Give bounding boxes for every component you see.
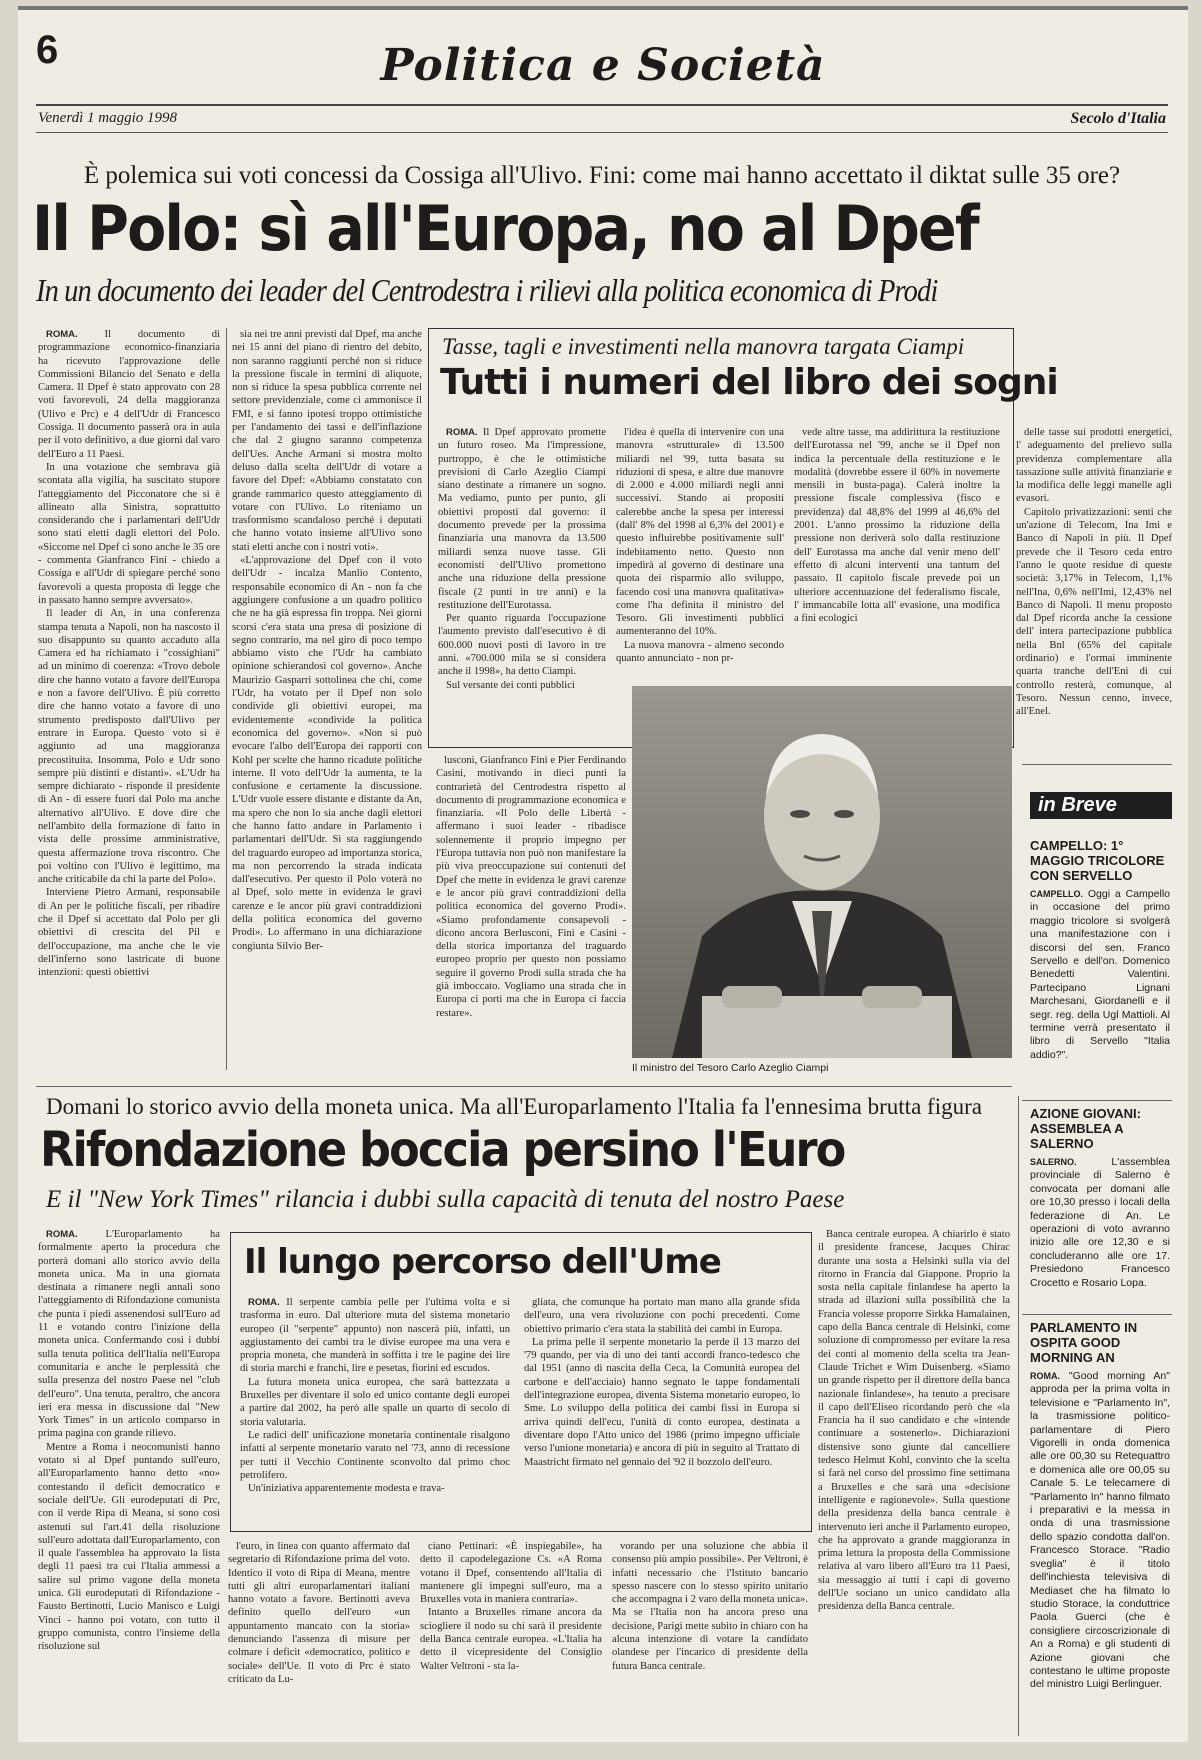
paragraph: sia nei tre anni previsti dal Dpef, ma anche nei 15 anni del piano di rientro del debito, non saranno raggiunti perché non si riduce la pressione fiscale in termini di aliquote, non si riduce la spesa pubblica corrente nel settore previdenziale, come ci ammonisce il FMI, e si fanno ipotesi troppo ottimistiche per l'andamento dei tassi e dell'inflazione che dal 2 giugno saranno competenza dell'Ues. Anche Armani si mostra molto deluso dalla scelta dell'Udr di votare a favore del Dpef: «Abbiamo constatato con grande rammarico questo atteggiamento di votare con l'Ulivo. Lo riteniamo un trasformismo scandaloso perché i deputati che hanno votato insieme all'Ulivo sono stati eletti anche con i nostri voti». bbox=[232, 329, 422, 553]
header-rule-thin bbox=[36, 132, 1168, 133]
brief-body: L'assemblea provinciale di Salerno è convocata per domani alle ore 10,30 presso i locali della federazione di An. Le operazioni di voto avranno inizio alle ore 12,30 e si concluderanno alle ore 17. Presiedono Francesco Crocetto e Rosario Lopa. bbox=[1030, 1156, 1170, 1289]
brief-title: AZIONE GIOVANI: ASSEMBLEA A SALERNO bbox=[1030, 1106, 1141, 1151]
brief-title: CAMPELLO: 1° MAGGIO TRICOLORE CON SERVELLO bbox=[1030, 838, 1165, 883]
paragraph: gliata, che comunque ha portato man mano alla grande sfida dell'euro, una vera rivoluzione con pochi precedenti. Come obiettivo primario c'era stata la stabilità dei cambi in Europa. bbox=[524, 1297, 800, 1335]
brief-body: Oggi a Campello in occasione del primo maggio tricolore si svolgerà una manifestazione con i discorsi del sen. Franco Servello e dell'on. Domenico Benedetti Valentini. Partecipano Lignani Marchesani, Giordanelli e il segr. reg. della Ugl Mattioli. Al termine verrà presentato il libro di Servello "Italia addio?". bbox=[1030, 888, 1170, 1061]
box-kicker: Tasse, tagli e investimenti nella manovra targata Ciampi bbox=[442, 334, 965, 359]
main-article-column-3 bbox=[436, 754, 626, 1070]
brief-divider bbox=[1022, 1100, 1172, 1101]
box-column-3 bbox=[794, 426, 1000, 676]
newspaper-page bbox=[18, 6, 1188, 1742]
brief-body: "Good morning An" approda per la prima volta in televisione e "Parlamento In", la trasmissione politico-parlamentare di Piero Vigorelli in onda domenica alle ore 00,30 su Retequattro e domenica alle ore 00,05 su Canale 5. Le telecamere di "Parlamento In" hanno filmato i preparativi e la messa in onda di una trasmissione dello spazio condotta dall'on. Francesco Storace. "Radio sveglia" è il titolo dell'inchiesta televisiva di Mediaset che ha filmato lo studio Storace, la conduttrice Paola Guerci (che è consigliere circoscrizionale di An a Roma) e gli studenti di Azione giovani che contestano le ultime proposte del ministro Luigi Berlinguer. bbox=[1030, 1370, 1170, 1691]
paragraph: ciano Pettinari: «È inspiegabile», ha detto il capodelegazione Cs. «A Roma votano il Dpef, consentendo all'Italia di mantenere gli impegni sull'euro, ma a Bruxelles vota in maniera contraria». bbox=[420, 1541, 602, 1606]
main-article-column-2 bbox=[232, 328, 422, 1070]
second-article-column-5 bbox=[818, 1228, 1010, 1738]
brief-text bbox=[1030, 1370, 1170, 1730]
brief-text bbox=[1030, 888, 1170, 1084]
second-article-column-2 bbox=[228, 1540, 410, 1738]
header-rule bbox=[36, 104, 1168, 106]
second-kicker: Domani lo storico avvio della moneta unica. Ma all'Europarlamento l'Italia fa l'ennesima brutta figura bbox=[46, 1094, 982, 1119]
paragraph: Mentre a Roma i neocomunisti hanno votato sì al Dpef puntando sull'euro, all'Europarlamento hanno detto «no» contestando il deficit democratico e sociale dell'Ue. Gli eurodeputati di Prc, con il verde Ripa di Meana, si sono così astenuti sul l'art.41 della risoluzione sull'euro adottata dall'Europarlamento, con il quale l'assemblea ha approvato la lista degli 11 paesi tra cui l'Italia ammessi a salire sul primo vagone della moneta unica. Gli eurodeputati di Rifondazione - Fausto Bertinotti, Lucio Manisco e Luigi Vinci - hanno poi votato, con tutto il gruppo comunista, contro l'insieme della risoluzione sul bbox=[38, 1441, 220, 1653]
second-article-column-1 bbox=[38, 1228, 220, 1738]
paragraph: Sul versante dei conti pubblici bbox=[446, 679, 575, 691]
paragraph: Le radici dell' unificazione monetaria continentale risalgono infatti al serpente monetario varato nel '73, anno di recessione per tutti il Vecchio Continente sconvolto dal primo choc petrolifero. bbox=[240, 1429, 510, 1481]
section-title: Politica e Società bbox=[380, 40, 826, 91]
paragraph: La prima pelle il serpente monetario la perde il 13 marzo del '79 quando, per via di uno dei tanti accordi franco-tedesco che dal 1951 (anno di nascita della Ceca, la Comunità europea del carbone e dell'acciaio) hanno segnato le tappe fondamentali dell'integrazione europea, diventa Sistema monetario europeo, lo Sme. Lo sviluppo della politica dei cambi fissi in Europa si arriva quindi dell'ecu, l'unità di conto europea, destinata a diventare dopo l'Atto unico del 1986 (primo impegno ufficiale verso l'unione monetaria) e ancora di più in seguito al Trattato di Maastricht firmato nel gennaio del '92 il bozzolo dell'euro. bbox=[524, 1336, 800, 1468]
dateline: Venerdì 1 maggio 1998 bbox=[38, 110, 178, 126]
paragraph: l'idea è quella di intervenire con una manovra «strutturale» di 13.500 miliardi nel '99, tutta basata su riduzioni di spesa, e altre due manovre di 2.000 e 4.000 miliardi negli anni successivi. Stando ai propositi calerebbe anche la spesa per interessi (dall' 8% del 1998 al 6,3% del 2001) e questo influirebbe positivamente sull' indebitamento netto. Questo non impedirà al governo di destinare una quota dei risparmio allo sviluppo, facendo così una manovra qualitativa» come l'ha definita il ministro del Tesoro. Gli investimenti pubblici aumenteranno del 10%. bbox=[616, 427, 784, 638]
main-article-column-1 bbox=[38, 328, 220, 1070]
brief-text bbox=[1030, 1156, 1170, 1322]
second-article-column-4 bbox=[612, 1540, 808, 1738]
dateline-lead: ROMA. bbox=[248, 1297, 280, 1308]
section-divider bbox=[36, 1086, 1012, 1087]
paragraph: Il serpente cambia pelle per l'ultima volta e si trasforma in euro. Dal ulteriore muta del sistema monetario europeo (il "serpente" appunto) non nascerà più, infatti, un aggiustamento dei cambi tra le divise europee ma una vera e propria moneta, che manderà in soffitta i tre le pagine dei lire di storia marchi e franchi, lire e pesetas, fiorini ed escudos. bbox=[240, 1297, 510, 1375]
dateline-lead: CAMPELLO. bbox=[1030, 889, 1083, 899]
ume-column-1 bbox=[240, 1296, 510, 1524]
box-column-4 bbox=[1016, 426, 1172, 744]
paragraph: lusconi, Gianfranco Fini e Pier Ferdinando Casini, motivando in dieci punti la contrarietà del Centrodestra rispetto al documento di programmazione economica e finanziaria. «Il Polo delle Libertà - affermano i suoi leader - ribadisce solennemente il proprio impegno per l'Europa tuttavia non può non manifestare la più viva preoccupazione sui contenuti del Dpef che mette in evidenza le gravi carenze e le ancor più gravi contraddizioni della politica economica del governo Prodi». «Siamo profondamente consapevoli - dicono ancora Berlusconi, Fini e Casini - della storica importanza del traguardo europeo proprio per questo non possiamo seguire il governo Prodi sulla strada che ha già imboccato. Vogliamo una strada che in Europa ci porti ma che in Europa ci faccia restare». bbox=[436, 755, 626, 1019]
photo-ciampi bbox=[632, 686, 1012, 1058]
dateline-lead: ROMA. bbox=[46, 329, 78, 340]
paragraph: Banca centrale europea. A chiarirlo è stato il presidente francese, Jacques Chirac durante una sosta a Helsinki sulla via del ritorno in Francia dal Giappone. Proprio la sosta nella capitale finlandese ha aperto la strada ad illazioni sulla possibilità che la Francia volesse proporre Sirkka Hamalainen, capo della Banca centrale di Helsinki, come soluzione di compromesso per evitare la resa dei conti al momento della scelta tra Jean-Claude Trichet e Wim Duisenberg. «Siamo un grande rispetto per il direttore della banca nazionale finlandese», ha tenuto a precisare il capo dell'Eliseo ricordando però che «la Francia ha il suo candidato e che «intende continuare a sostenerlo». Dichiarazioni distensive sono giunte dal cancelliere tedesco Helmut Kohl, convinto che la scelta si farà nel corso del prossimo fine settimana a Bruxelles e che sarà una «decisione intelligente e ragionevole». Sulla questione della presidenza della banca centrale è intervenuto ieri anche il Parlamento europeo, che ha approvato a grande maggioranza in prima lettura la proposta della Commissione relativa al varo libero all'Euro tra 11 Paesi, sia messaggio ai tutti i capi di governo dell'Ue sociano un unico candidato alla presidenza della Banca centrale. bbox=[818, 1229, 1010, 1613]
box-headline: Tutti i numeri del libro dei sogni bbox=[440, 362, 1058, 403]
main-kicker: È polemica sui voti concessi da Cossiga all'Ulivo. Fini: come mai hanno accettato il diktat sulle 35 ore? bbox=[83, 162, 1121, 189]
paragraph: l'euro, in linea con quanto affermato dal segretario di Rifondazione prima del voto. Identico il voto di Ripa di Meana, mentre tutti gli altri europarlamentari italiani hanno votato a favore. Bertinotti aveva definito quello dell'euro «un appuntamento mancato con la storia» denunciando l'assenza di misure per colmare i deficit «democratico, politico e sociale» dell'Ue. Il voto di Prc è stato criticato da Lu- bbox=[228, 1541, 410, 1685]
brief-title: PARLAMENTO IN OSPITA GOOD MORNING AN bbox=[1030, 1320, 1138, 1365]
portrait-image bbox=[632, 686, 1012, 1058]
paragraph: Intanto a Bruxelles rimane ancora da sciogliere il nodo su chi sarà il presidente della Banca centrale europea. «L'Italia ha detto il vicepresidente del Consiglio Walter Veltroni - sta la- bbox=[420, 1607, 602, 1672]
dateline-lead: ROMA. bbox=[1030, 1371, 1060, 1381]
dateline-lead: ROMA. bbox=[446, 427, 478, 438]
ume-column-2 bbox=[524, 1296, 800, 1524]
second-headline: Rifondazione boccia persino l'Euro bbox=[40, 1122, 845, 1178]
paragraph: delle tasse sui prodotti energetici, l' adeguamento del prelievo sulla previdenza complementare alla tassazione sulle attività finanziarie e la modifica delle leggi manelle agli evasori. bbox=[1016, 427, 1172, 505]
paragraph: La futura moneta unica europea, che sarà battezzata a Bruxelles per diventare il solo ed unico contante degli europei a partire dal 2002, ha però alle spalle un quarto di secolo di storia valutaria. bbox=[240, 1376, 510, 1428]
brief-header: in Breve bbox=[1030, 792, 1172, 819]
paragraph: «L'approvazione del Dpef con il voto dell'Udr - incalza Manlio Contento, responsabile economico di An - non fa che aggiungere confusione a un quadro politico che ne ha già espressa fin troppa. Nei giorni scorsi c'era stata una presa di posizione di segno contrario, ma nel giro di poco tempo abbiamo visto che l'Udr ha cambiato opinione schierandosi col governo». Anche Maurizio Gasparri sottolinea che chi, come l'Udr, ha votato per il Dpef non solo condivide gli obiettivi europei, ma evidentemente «condivide la politica economica del governo». «Non si può evocare l'albo dell'Europa dei rapporti con Kohl per scelte che hanno ricadute politiche interne. Il voto dell'Udr la aumenta, te la confusione e certamente la discussione. L'Udr vuole essere distante e distante da An, ma spero che non lo sia anche dagli elettori che hanno fatto andare in Parlamento i parlamentari dell'Udr. Si sta raggiungendo del traguardo europeo ad importanza storica, ma non percorrendo la strada indicata dall'esecutivo. Per questo il Polo voterà no al Dpef, solo mette in evidenza le gravi carenze e le ancor più gravi contraddizioni della politica economica del governo Prodi». Lo affermano in una dichiarazione congiunta Silvio Ber- bbox=[232, 555, 422, 952]
paragraph: In una votazione che sembrava già scontata alla vigilia, ha suscitato stupore l'atteggiamento del Picconatore che si è allineato alla Sinistra, soprattutto considerando che i parlamentari dell'Udr sono stati eletti dagli elettori del Polo. «Siccome nel Dpef ci sono anche le 35 ore - commenta Gianfranco Fini - chiedo a Cossiga e all'Udr di spiegare perché sono favorevoli a questa proposta di legge che in passato hanno sempre avversato». bbox=[38, 461, 220, 606]
paragraph: Interviene Pietro Armani, responsabile di An per le politiche fiscali, per ribadire che il Dpef si accettato dal Polo per gli obiettivi di crescita del Pil e dell'occupazione, ma anche che le vie dell'inferno sono lastricate di buone intenzioni: questi obiettivi bbox=[38, 887, 220, 979]
paragraph: Capitolo privatizzazioni: senti che un'azione di Telecom, Ina Imi e Banco di Napoli in più. Il Dpef prevede che il Tesoro ceda entro l'anno le quote residue di queste società: 3,17% in Telecom, 1,1% nell'Ina, 0,6% nell'Imi, 12,43% nel Banco di Napoli. Il menu proposto dal Dpef ricorda anche la cessione dell' intera partecipazione pubblica nella Bnl (65% del capitale ordinario) e l'ormai imminente quarta tranche dell'Eni di cui controllo resterà, comunque, al Tesoro. Nessun cenno, invece, all'Enel. bbox=[1016, 506, 1172, 718]
paragraph: vorando per una soluzione che abbia il consenso più ampio possibile». Per Veltroni, è infatti necessario che l'Istituto bancario spesso nascere con lo stesso spirito unitario che accompagna i 2 varo della moneta unica». Ma se l'Italia non ha ancora preso una decisione, Parigi mette subito in chiaro con ha alcuna intenzione di votare la candidato olandese per l'incarico di presidente della futura Banca centrale. bbox=[612, 1541, 808, 1672]
paragraph: vede altre tasse, ma addirittura la restituzione dell'Eurotassa nel '99, anche se il Dpef non indica la percentuale della restituzione e le modalità (dovrebbe essere il 60% in novemerte mensili in busta-paga). Calerà inoltre la pressione fiscale complessiva (fisco e previdenza) dal 48,8% del 1999 al 46,6% del 2001. L'anno prossimo la riduzione della pressione non deriverà solo dalla restituzione dell' Eurotassa ma anche dal venir meno dell' effetto di alcuni interventi una tantum del passato. Il capitolo fiscale prevede poi un ulteriore accentuazione del federalismo fiscale, l' immancabile lotta all' evasione, una modifica a fini ecologici bbox=[794, 427, 1000, 625]
paragraph: La nuova manovra - almeno secondo quanto annunciato - non pr- bbox=[616, 639, 784, 665]
box-column-2 bbox=[616, 426, 784, 676]
box-column-1 bbox=[438, 426, 606, 744]
dateline-lead: ROMA. bbox=[46, 1229, 78, 1240]
column-divider bbox=[226, 328, 227, 1070]
second-subhead: E il "New York Times" rilancia i dubbi sulla capacità di tenuta del nostro Paese bbox=[46, 1186, 845, 1213]
photo-caption: Il ministro del Tesoro Carlo Azeglio Ciampi bbox=[632, 1062, 829, 1074]
newspaper-name: Secolo d'Italia bbox=[1070, 110, 1166, 127]
brief-top-rule bbox=[1022, 764, 1172, 765]
paragraph: Per quanto riguarda l'occupazione l'aumento previsto dall'esecutivo è di 600.000 nuovi posti di lavoro in tre anni. «700.000 mila se si considera anche il 1998», ha detto Ciampi. bbox=[438, 613, 606, 678]
main-subhead: In un documento dei leader del Centrodestra i rilievi alla politica economica di Prodi bbox=[36, 272, 938, 308]
page-number: 6 bbox=[36, 28, 59, 72]
top-rule bbox=[18, 6, 1188, 10]
paragraph: Il Dpef approvato promette un futuro roseo. Ma l'impressione, purtroppo, è che le ottimistiche previsioni di Carlo Azeglio Ciampi siano destinate a rimanere un sogno. Ma vediamo, punto per punto, gli obiettivi proposti dal governo: il documento prevede per la prossima finanziaria una manovra da 13.500 miliardi senza nuove tasse. Gli economisti dell'Ulivo promettono anche una riduzione della pressione fiscale (2 punti in tre anni) e la restituzione dell'Eurotassa. bbox=[438, 427, 606, 611]
paragraph: Il documento di programmazione economico-finanziaria ha ricevuto l'approvazione delle Commissioni Bilancio del Senato e della Camera. Il Dpef è stato approvato con 28 voti favorevoli, 24 della maggioranza (Ulivo e Prc) e 4 dell'Udr di Francesco Cossiga. Il documento passerà ora in aula per il voto definitivo, a due giorni dal varo dell'Euro a 11 Paesi. bbox=[38, 329, 220, 460]
brief-divider bbox=[1022, 1314, 1172, 1315]
second-article-column-3 bbox=[420, 1540, 602, 1738]
ume-headline: Il lungo percorso dell'Ume bbox=[244, 1242, 721, 1282]
dateline-lead: SALERNO. bbox=[1030, 1157, 1077, 1167]
column-divider bbox=[1018, 1096, 1019, 1736]
paragraph: L'Europarlamento ha formalmente aperto la procedura che porterà domani allo storico avvio della moneta unica. Ma in una giornata destinata a rimanere negli annali sono l'atteggiamento di Rifondazione comunista che punta i piedi assenendosi sull'Euro ad 11 e votando contro l'inizione della moneta unica. Confermando così i dubbi sulla tenuta politica dell'Italia nell'Europa comunitaria e anche le perplessità che sulla presenza del nostro Paese nel "club dell'euro". Una tenuta, peraltro, che ancora ieri era messa in discussione dal "New York Times" in un articolo comparso in prima pagina con grande rilievo. bbox=[38, 1229, 220, 1440]
main-headline: Il Polo: sì all'Europa, no al Dpef bbox=[32, 192, 978, 265]
paragraph: Un'iniziativa apparentemente modesta e trava- bbox=[248, 1483, 445, 1495]
paragraph: Il leader di An, in una conferenza stampa tenuta a Napoli, non ha nascosto il suo disappunto su quanto accaduto alla Camera ed ha richiamato i "cossighiani" ad un minimo di coerenza: «Trovo debole dire che hanno votato a favore dell'Europa e non a favore dell'Ulivo. È più corretto dire che hanno votato a favore di uno strumento predisposto dall'Ulivo per entrare in Europa. Questo voto si è aggiunto ad una maggioranza precostituita. Insomma, Polo e Udr sono sempre più distinti e distanti». «L'Udr ha sempre dichiarato - risponde il presidente di An - di essere fuori dal Polo ma anche alternativo all'Ulivo. E dove dire che nell'ambito della formazione di fatto in vista delle prossime amministrative, questa affermazione trova riscontro. Che poi voltino con l'Ulivo è legittimo, ma anche criticabile da chi la parte del Polo». bbox=[38, 608, 220, 886]
